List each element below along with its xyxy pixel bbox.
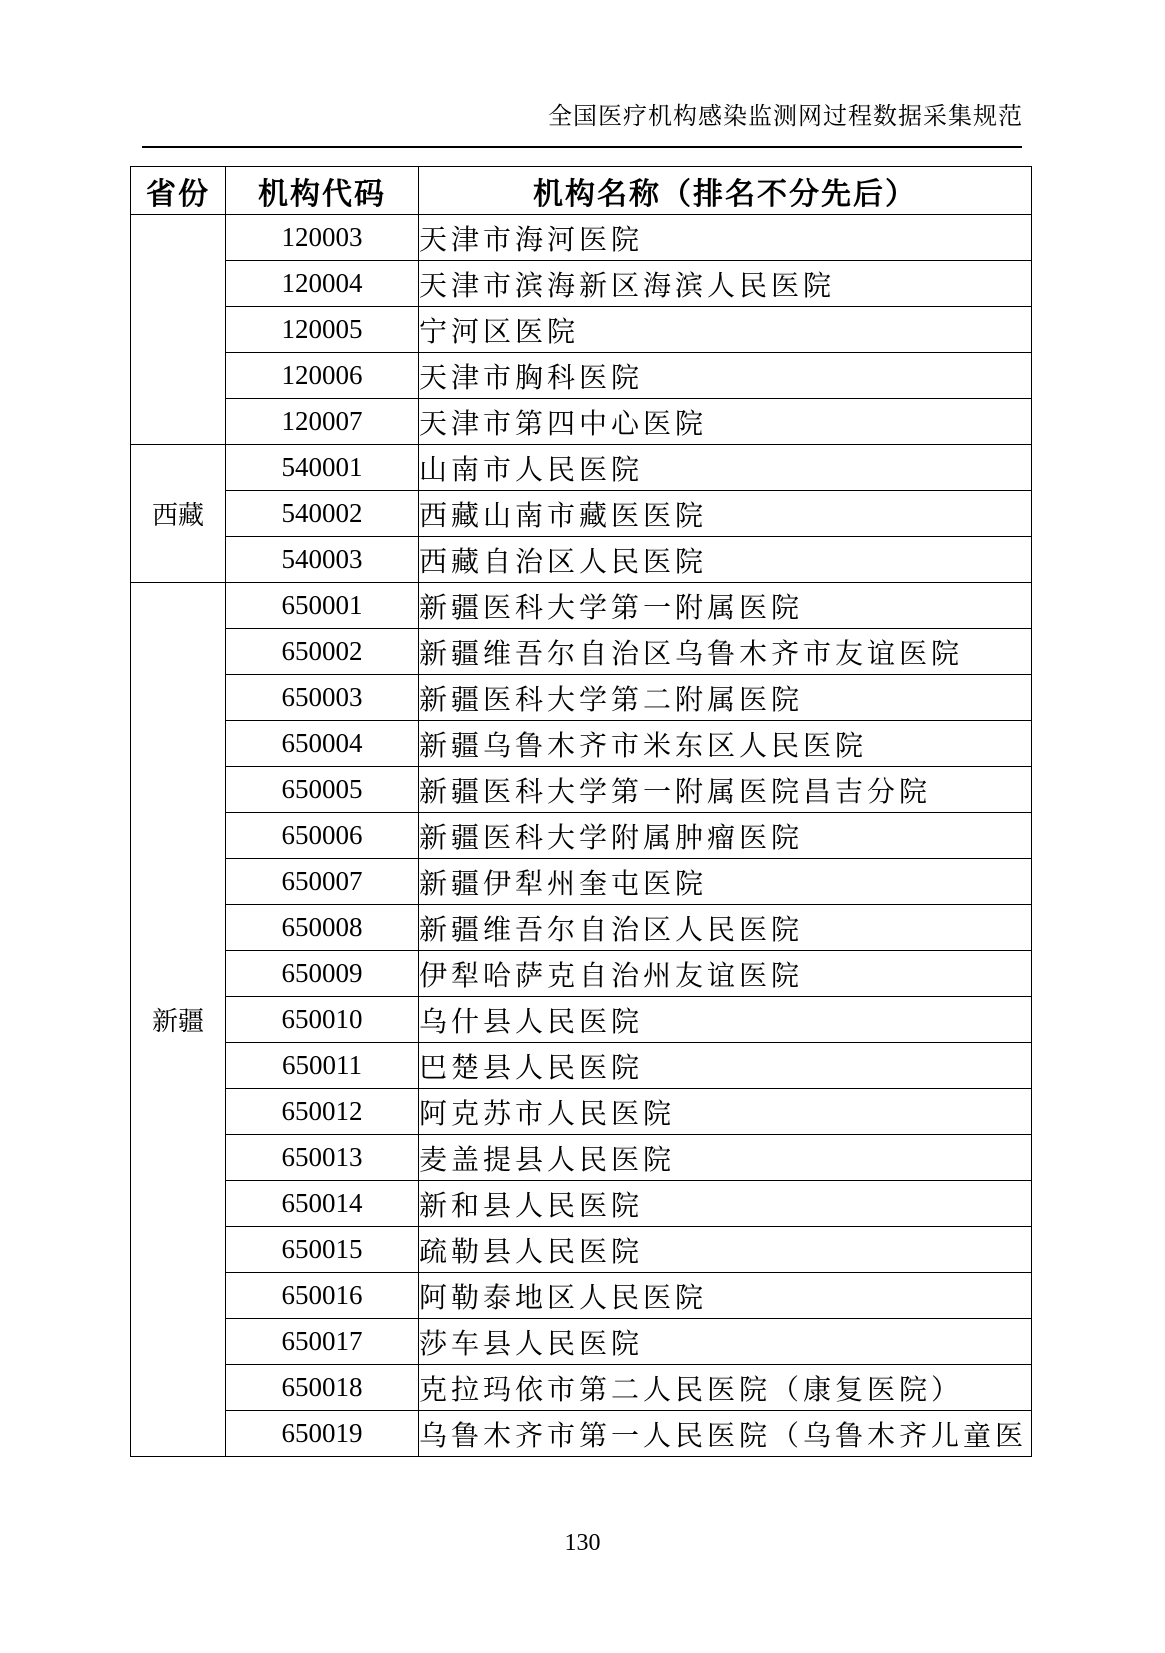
table-row: [131, 215, 1032, 261]
institution-code-cell: 650018: [226, 1365, 419, 1411]
province-cell: 西藏: [131, 445, 226, 583]
institution-name-cell: 乌鲁木齐市第一人民医院（乌鲁木齐儿童医: [419, 1411, 1032, 1457]
institution-name-cell: 阿克苏市人民医院: [419, 1089, 1032, 1135]
institution-name-cell: 天津市海河医院: [419, 215, 1032, 261]
institution-name-cell: 山南市人民医院: [419, 445, 1032, 491]
column-header-name: 机构名称（排名不分先后）: [419, 167, 1032, 215]
institution-name-cell: 新疆维吾尔自治区人民医院: [419, 905, 1032, 951]
institution-code-cell: 650002: [226, 629, 419, 675]
institution-code-cell: 120007: [226, 399, 419, 445]
institution-code-cell: 650014: [226, 1181, 419, 1227]
institution-code-cell: 650006: [226, 813, 419, 859]
table-row: [131, 629, 1032, 675]
table-row: [131, 1273, 1032, 1319]
institution-name-cell: 疏勒县人民医院: [419, 1227, 1032, 1273]
table-row: [131, 1319, 1032, 1365]
institution-code-cell: 650016: [226, 1273, 419, 1319]
column-header-province: 省份: [131, 167, 226, 215]
institution-code-cell: 540001: [226, 445, 419, 491]
table-row: [131, 859, 1032, 905]
table-row: [131, 951, 1032, 997]
table-row: [131, 1365, 1032, 1411]
institution-code-cell: 650015: [226, 1227, 419, 1273]
table-row: [131, 813, 1032, 859]
institution-name-cell: 莎车县人民医院: [419, 1319, 1032, 1365]
table-row: [131, 721, 1032, 767]
institution-name-cell: 天津市胸科医院: [419, 353, 1032, 399]
table-row: [131, 767, 1032, 813]
institution-code-cell: 650012: [226, 1089, 419, 1135]
institution-name-cell: 巴楚县人民医院: [419, 1043, 1032, 1089]
institution-name-cell: 天津市第四中心医院: [419, 399, 1032, 445]
table-row: [131, 675, 1032, 721]
province-cell: 新疆: [131, 583, 226, 1457]
table-row: [131, 1135, 1032, 1181]
institution-name-cell: 西藏自治区人民医院: [419, 537, 1032, 583]
table-row: [131, 1089, 1032, 1135]
table-row: [131, 307, 1032, 353]
table-row: [131, 445, 1032, 491]
institution-code-cell: 650003: [226, 675, 419, 721]
institution-code-cell: 650011: [226, 1043, 419, 1089]
institution-code-cell: 120006: [226, 353, 419, 399]
institution-name-cell: 乌什县人民医院: [419, 997, 1032, 1043]
institution-name-cell: 新疆医科大学附属肿瘤医院: [419, 813, 1032, 859]
province-cell: [131, 215, 226, 445]
table-row: [131, 491, 1032, 537]
table-row: [131, 997, 1032, 1043]
table-body: [131, 215, 1032, 1457]
institution-code-cell: 650001: [226, 583, 419, 629]
institution-name-cell: 新疆医科大学第二附属医院: [419, 675, 1032, 721]
institution-code-cell: 650007: [226, 859, 419, 905]
table-row: [131, 353, 1032, 399]
table-row: [131, 399, 1032, 445]
institution-code-cell: 120004: [226, 261, 419, 307]
institution-name-cell: 新疆维吾尔自治区乌鲁木齐市友谊医院: [419, 629, 1032, 675]
institution-name-cell: 新疆医科大学第一附属医院昌吉分院: [419, 767, 1032, 813]
table-row: [131, 1411, 1032, 1457]
institution-name-cell: 天津市滨海新区海滨人民医院: [419, 261, 1032, 307]
institution-code-cell: 540002: [226, 491, 419, 537]
page-number: 130: [564, 1530, 601, 1556]
institution-code-cell: 650009: [226, 951, 419, 997]
institution-name-cell: 新疆医科大学第一附属医院: [419, 583, 1032, 629]
table-row: [131, 1181, 1032, 1227]
institution-name-cell: 阿勒泰地区人民医院: [419, 1273, 1032, 1319]
table-row: [131, 261, 1032, 307]
institution-name-cell: 克拉玛依市第二人民医院（康复医院）: [419, 1365, 1032, 1411]
institution-name-cell: 麦盖提县人民医院: [419, 1135, 1032, 1181]
table-row: [131, 905, 1032, 951]
table-row: [131, 1227, 1032, 1273]
institution-code-cell: 120005: [226, 307, 419, 353]
institution-code-cell: 120003: [226, 215, 419, 261]
institution-code-cell: 650017: [226, 1319, 419, 1365]
table-row: [131, 583, 1032, 629]
institution-name-cell: 新疆乌鲁木齐市米东区人民医院: [419, 721, 1032, 767]
table-row: [131, 1043, 1032, 1089]
institution-name-cell: 西藏山南市藏医医院: [419, 491, 1032, 537]
institution-code-cell: 650019: [226, 1411, 419, 1457]
table-row: [131, 537, 1032, 583]
header-divider: [142, 146, 1022, 148]
table-header-row: [131, 167, 1032, 215]
institution-code-cell: 650005: [226, 767, 419, 813]
institution-code-cell: 650004: [226, 721, 419, 767]
institution-code-cell: 650008: [226, 905, 419, 951]
column-header-code: 机构代码: [226, 167, 419, 215]
institution-code-cell: 540003: [226, 537, 419, 583]
institution-table: [130, 166, 1032, 1457]
institution-name-cell: 新和县人民医院: [419, 1181, 1032, 1227]
running-header: 全国医疗机构感染监测网过程数据采集规范: [548, 102, 1023, 130]
institution-name-cell: 伊犁哈萨克自治州友谊医院: [419, 951, 1032, 997]
institution-code-cell: 650013: [226, 1135, 419, 1181]
institution-code-cell: 650010: [226, 997, 419, 1043]
institution-name-cell: 新疆伊犁州奎屯医院: [419, 859, 1032, 905]
institution-name-cell: 宁河区医院: [419, 307, 1032, 353]
